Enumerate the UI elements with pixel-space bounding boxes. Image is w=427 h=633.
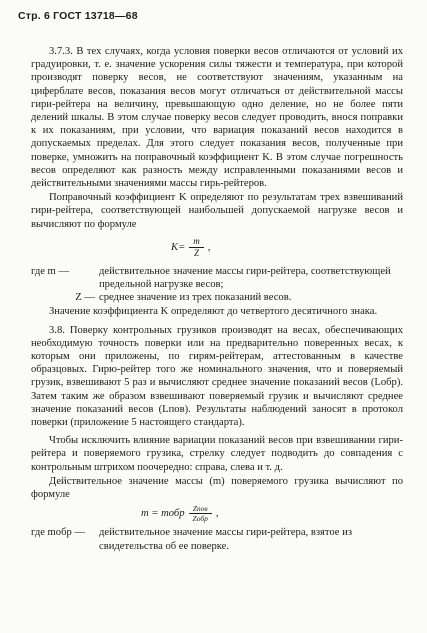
formula-m (31, 504, 403, 523)
legend-symbol: Z — (75, 292, 95, 304)
legend-item-m (31, 265, 403, 291)
paragraph-3-8: 3.8. Поверку контрольных грузиков производят на весах, обеспечивающих необходимую точность поверки или на предварительно поверенных весах, к которым они приложены, по гирям-рейтерам, аттестованным в качестве образцовых. Гирю-рейтер того же номинального значения, что и поверяемый грузик, взвешивают 5 раз и вычисляют среднее значение показаний весов (Lобр). Затем таким же образом взвешивают поверяемый грузик и вычисляют среднее значение показаний весов (Lпов). Результаты наблюдений заносят в протокол поверки (приложение 5 настоящего стандарта). (31, 324, 403, 429)
legend-item-z (31, 291, 403, 304)
legend-symbol: где mобр — (31, 527, 86, 539)
paragraph-actual-mass: Действительное значение массы (m) поверяемого грузика вычисляют по формуле (31, 475, 403, 501)
paragraph-variation: Чтобы исключить влияние вариации показаний весов при взвешивании гири-рейтера и поверяемого грузика, стрелку следует подводить до совпадения с контрольным штрихом поочередно: справа, слева и т. д. (31, 435, 403, 473)
formula-k-denominator: Z (193, 247, 199, 258)
paragraph-correction-coefficient: Поправочный коэффициент K определяют по результатам трех взвешиваний гири-рейтера, соответствующей наибольшей допускаемой нагрузке весов и вычисляют по формуле (31, 192, 403, 230)
legend-definition: действительное значение массы гири-рейтера, взятое из свидетельства об ее поверке. (99, 527, 352, 552)
legend-item-m-obr (31, 526, 403, 552)
legend-definition: среднее значение из трех показаний весов. (99, 292, 292, 304)
legend-symbol: где m — (31, 265, 70, 277)
formula-m-numerator: Zпов (189, 504, 212, 514)
document-body (31, 45, 403, 553)
formula-m-tail: , (215, 508, 219, 520)
paragraph-3-7-3: 3.7.3. В тех случаях, когда условия поверки весов отличаются от условий их градуировки, т. е. значение ускорения силы тяжести и температура, при которой производят поверку весов, не соответствуют значениям, указанным на циферблате весов, показания весов могут отличаться от действительной массы гири-рейтера на величину, превышающую одно деление, но не более пяти делений шкалы. В этом случае поверку весов следует проводить, внося поправки к их показаниям, при условии, что вариация показаний весов находится в допускаемых пределах. Для этого следует показания весов, полученные при поверке, умножить на поправочный коэффициент K. В этом случае погрешность весов определяют как разность между исправленными показаниями весов и действительными значениями массы гирь-рейтеров. (31, 46, 403, 190)
formula-k (31, 236, 403, 259)
legend-definition: действительное значение массы гири-рейтера, соответствующей предельной нагрузке весов; (99, 265, 391, 291)
paragraph-precision: Значение коэффициента K определяют до четвертого десятичного знака. (49, 306, 378, 318)
formula-k-fraction (189, 236, 204, 259)
formula-m-fraction (189, 504, 212, 523)
formula-k-lhs: K= (171, 241, 186, 253)
formula-m-lhs: m = mобр (141, 508, 185, 520)
formula-k-tail: , (207, 241, 211, 253)
formula-k-numerator: m (189, 236, 204, 248)
page-header: Стр. 6 ГОСТ 13718—68 (18, 10, 138, 22)
formula-m-denominator: Zобр (192, 514, 208, 524)
